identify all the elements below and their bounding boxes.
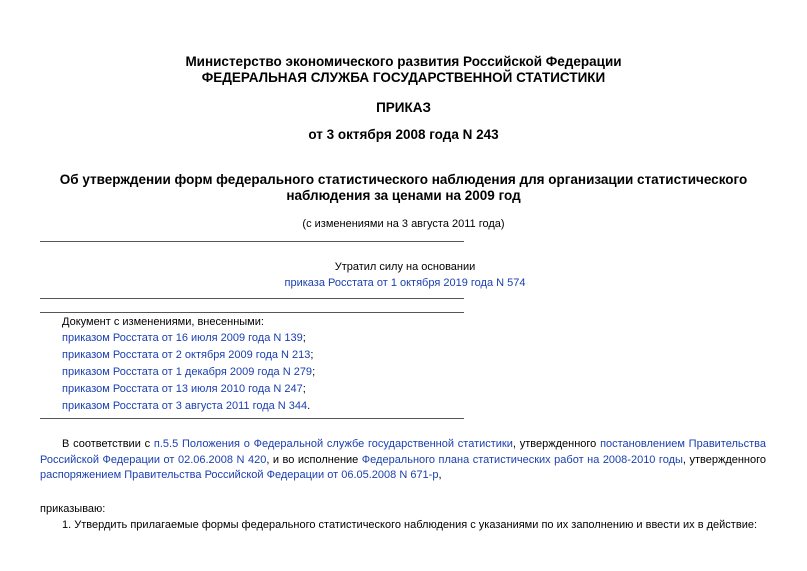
service-name: ФЕДЕРАЛЬНАЯ СЛУЖБА ГОСУДАРСТВЕННОЙ СТАТИСТИКИ — [201, 70, 606, 85]
list-item: приказом Росстата от 3 августа 2011 года N 344. — [62, 400, 311, 412]
expired-label: Утратил силу на основании — [334, 261, 476, 273]
regulation-link[interactable]: п.5.5 Положения о Федеральной службе государственной статистики — [153, 438, 513, 450]
statistical-plan-link[interactable]: Федерального плана статистических работ на 2008-2010 годы — [361, 453, 683, 466]
ministry-name: Министерство экономического развития Российской Федерации — [185, 54, 622, 69]
government-order-link[interactable]: распоряжением Правительства Российской Федерации от 06.05.2008 N 671-р — [40, 469, 439, 481]
doc-title-line2: наблюдения за ценами на 2009 год — [286, 188, 521, 203]
doc-type: ПРИКАЗ — [376, 100, 431, 115]
expired-basis-link[interactable]: приказа Росстата от 1 октября 2019 года N 574 — [284, 277, 526, 289]
preamble-paragraph: В соответствии с п.5.5 Положения о Федеральной службе государственной статистики, утвержденного постановлением Правительства Российской Федерации от 02.06.2008 N 420, и во исполнение Федерального плана статистических работ на 2008-2010 годы, утвержденного распоряжением Правительства Российской Федерации от 06.05.2008 N 671-р, — [40, 438, 767, 481]
amendment-link[interactable]: приказом Росстата от 2 октября 2009 года N 213 — [62, 349, 311, 361]
amendment-link[interactable]: приказом Росстата от 16 июля 2009 года N 139 — [62, 332, 303, 344]
amendment-note: (с изменениями на 3 августа 2011 года) — [302, 218, 505, 230]
doc-date: от 3 октября 2008 года N 243 — [308, 127, 499, 142]
divider — [40, 298, 464, 299]
divider — [40, 418, 464, 419]
doc-title-line1: Об утверждении форм федерального статистического наблюдения для организации статистического — [59, 172, 748, 187]
list-item: приказом Росстата от 16 июля 2009 года N 139; — [62, 332, 306, 344]
amendment-link[interactable]: приказом Росстата от 1 декабря 2009 года N 279 — [62, 366, 313, 378]
item-1: 1. Утвердить прилагаемые формы федерального статистического наблюдения с указаниями по их заполнению и ввести их в действие: — [62, 519, 758, 531]
changes-intro: Документ с изменениями, внесенными: — [62, 316, 264, 328]
list-item: приказом Росстата от 13 июля 2010 года N 247; — [62, 383, 306, 395]
changes-list — [62, 331, 315, 416]
amendment-link[interactable]: приказом Росстата от 13 июля 2010 года N 247 — [62, 383, 303, 395]
list-item: приказом Росстата от 2 октября 2009 года N 213; — [62, 349, 314, 361]
order-word: приказываю: — [40, 503, 106, 515]
divider — [40, 241, 464, 242]
amendment-link[interactable]: приказом Росстата от 3 августа 2011 года N 344 — [62, 400, 308, 412]
divider — [40, 312, 464, 313]
government-decree-link[interactable]: постановлением Правительства Российской Федерации от 02.06.2008 N 420 — [40, 438, 766, 466]
list-item: приказом Росстата от 1 декабря 2009 года N 279; — [62, 366, 316, 378]
